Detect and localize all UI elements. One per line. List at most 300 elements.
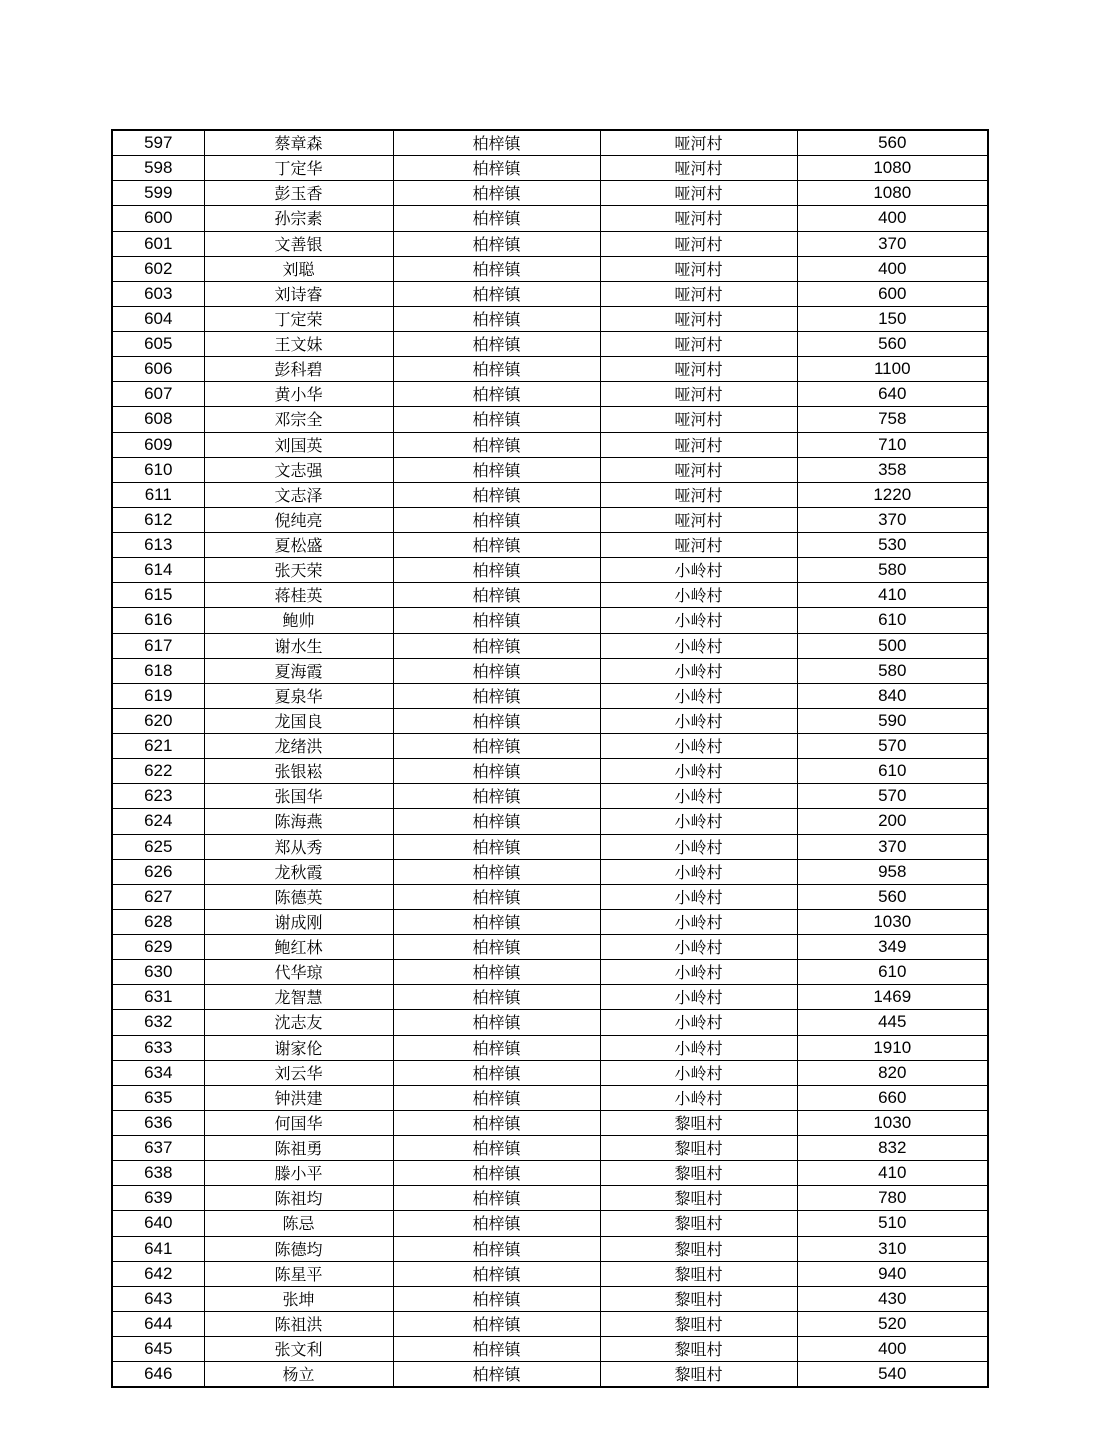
town-cell: 柏梓镇 xyxy=(393,1286,600,1311)
name-cell: 龙国良 xyxy=(204,708,393,733)
row-number-cell: 629 xyxy=(112,935,204,960)
town-cell: 柏梓镇 xyxy=(393,759,600,784)
amount-cell: 940 xyxy=(797,1261,988,1286)
name-cell: 陈祖勇 xyxy=(204,1136,393,1161)
village-cell: 黎咀村 xyxy=(600,1337,797,1362)
name-cell: 陈星平 xyxy=(204,1261,393,1286)
row-number-cell: 646 xyxy=(112,1362,204,1388)
row-number-cell: 616 xyxy=(112,608,204,633)
village-cell: 小岭村 xyxy=(600,583,797,608)
amount-cell: 410 xyxy=(797,1161,988,1186)
village-cell: 黎咀村 xyxy=(600,1286,797,1311)
village-cell: 小岭村 xyxy=(600,1035,797,1060)
amount-cell: 370 xyxy=(797,231,988,256)
name-cell: 蒋桂英 xyxy=(204,583,393,608)
village-cell: 小岭村 xyxy=(600,884,797,909)
data-table xyxy=(111,129,989,1388)
table-row xyxy=(112,583,988,608)
village-cell: 哑河村 xyxy=(600,306,797,331)
row-number-cell: 638 xyxy=(112,1161,204,1186)
row-number-cell: 601 xyxy=(112,231,204,256)
amount-cell: 820 xyxy=(797,1060,988,1085)
village-cell: 哑河村 xyxy=(600,332,797,357)
town-cell: 柏梓镇 xyxy=(393,608,600,633)
town-cell: 柏梓镇 xyxy=(393,1362,600,1388)
amount-cell: 570 xyxy=(797,734,988,759)
village-cell: 黎咀村 xyxy=(600,1311,797,1336)
name-cell: 代华琼 xyxy=(204,960,393,985)
village-cell: 黎咀村 xyxy=(600,1236,797,1261)
row-number-cell: 603 xyxy=(112,281,204,306)
row-number-cell: 621 xyxy=(112,734,204,759)
row-number-cell: 611 xyxy=(112,482,204,507)
table-row xyxy=(112,909,988,934)
table-row xyxy=(112,633,988,658)
town-cell: 柏梓镇 xyxy=(393,1236,600,1261)
table-row xyxy=(112,759,988,784)
village-cell: 哑河村 xyxy=(600,533,797,558)
town-cell: 柏梓镇 xyxy=(393,1186,600,1211)
town-cell: 柏梓镇 xyxy=(393,909,600,934)
table-row xyxy=(112,1211,988,1236)
name-cell: 谢成刚 xyxy=(204,909,393,934)
town-cell: 柏梓镇 xyxy=(393,1161,600,1186)
town-cell: 柏梓镇 xyxy=(393,382,600,407)
town-cell: 柏梓镇 xyxy=(393,985,600,1010)
town-cell: 柏梓镇 xyxy=(393,407,600,432)
town-cell: 柏梓镇 xyxy=(393,281,600,306)
name-cell: 孙宗素 xyxy=(204,206,393,231)
name-cell: 陈忌 xyxy=(204,1211,393,1236)
amount-cell: 445 xyxy=(797,1010,988,1035)
name-cell: 鲍帅 xyxy=(204,608,393,633)
row-number-cell: 643 xyxy=(112,1286,204,1311)
table-row xyxy=(112,156,988,181)
town-cell: 柏梓镇 xyxy=(393,231,600,256)
table-row xyxy=(112,784,988,809)
row-number-cell: 617 xyxy=(112,633,204,658)
village-cell: 黎咀村 xyxy=(600,1161,797,1186)
village-cell: 小岭村 xyxy=(600,1010,797,1035)
town-cell: 柏梓镇 xyxy=(393,533,600,558)
name-cell: 邓宗全 xyxy=(204,407,393,432)
row-number-cell: 604 xyxy=(112,306,204,331)
amount-cell: 410 xyxy=(797,583,988,608)
village-cell: 小岭村 xyxy=(600,809,797,834)
table-row xyxy=(112,407,988,432)
table-row xyxy=(112,306,988,331)
name-cell: 张银崧 xyxy=(204,759,393,784)
table-row xyxy=(112,1035,988,1060)
village-cell: 哑河村 xyxy=(600,457,797,482)
row-number-cell: 641 xyxy=(112,1236,204,1261)
row-number-cell: 640 xyxy=(112,1211,204,1236)
town-cell: 柏梓镇 xyxy=(393,357,600,382)
name-cell: 沈志友 xyxy=(204,1010,393,1035)
amount-cell: 349 xyxy=(797,935,988,960)
table-row xyxy=(112,206,988,231)
name-cell: 丁定华 xyxy=(204,156,393,181)
row-number-cell: 613 xyxy=(112,533,204,558)
village-cell: 小岭村 xyxy=(600,1060,797,1085)
amount-cell: 358 xyxy=(797,457,988,482)
name-cell: 钟洪建 xyxy=(204,1085,393,1110)
village-cell: 哑河村 xyxy=(600,206,797,231)
table-row xyxy=(112,130,988,156)
town-cell: 柏梓镇 xyxy=(393,1136,600,1161)
amount-cell: 310 xyxy=(797,1236,988,1261)
table-row xyxy=(112,181,988,206)
table-row xyxy=(112,558,988,583)
row-number-cell: 619 xyxy=(112,683,204,708)
name-cell: 郑从秀 xyxy=(204,834,393,859)
amount-cell: 610 xyxy=(797,960,988,985)
name-cell: 陈德均 xyxy=(204,1236,393,1261)
amount-cell: 610 xyxy=(797,759,988,784)
name-cell: 杨立 xyxy=(204,1362,393,1388)
name-cell: 陈德英 xyxy=(204,884,393,909)
amount-cell: 1100 xyxy=(797,357,988,382)
amount-cell: 400 xyxy=(797,1337,988,1362)
village-cell: 小岭村 xyxy=(600,859,797,884)
village-cell: 哑河村 xyxy=(600,130,797,156)
name-cell: 文志强 xyxy=(204,457,393,482)
name-cell: 张文利 xyxy=(204,1337,393,1362)
amount-cell: 1220 xyxy=(797,482,988,507)
amount-cell: 580 xyxy=(797,658,988,683)
village-cell: 哑河村 xyxy=(600,482,797,507)
row-number-cell: 637 xyxy=(112,1136,204,1161)
amount-cell: 780 xyxy=(797,1186,988,1211)
row-number-cell: 602 xyxy=(112,256,204,281)
row-number-cell: 623 xyxy=(112,784,204,809)
amount-cell: 560 xyxy=(797,130,988,156)
amount-cell: 840 xyxy=(797,683,988,708)
name-cell: 文志泽 xyxy=(204,482,393,507)
village-cell: 哑河村 xyxy=(600,357,797,382)
row-number-cell: 645 xyxy=(112,1337,204,1362)
table-row xyxy=(112,1010,988,1035)
amount-cell: 500 xyxy=(797,633,988,658)
village-cell: 黎咀村 xyxy=(600,1261,797,1286)
village-cell: 小岭村 xyxy=(600,658,797,683)
name-cell: 倪纯亮 xyxy=(204,507,393,532)
town-cell: 柏梓镇 xyxy=(393,306,600,331)
name-cell: 文善银 xyxy=(204,231,393,256)
amount-cell: 758 xyxy=(797,407,988,432)
row-number-cell: 624 xyxy=(112,809,204,834)
row-number-cell: 625 xyxy=(112,834,204,859)
name-cell: 王文妹 xyxy=(204,332,393,357)
table-row xyxy=(112,1110,988,1135)
amount-cell: 370 xyxy=(797,507,988,532)
row-number-cell: 618 xyxy=(112,658,204,683)
row-number-cell: 610 xyxy=(112,457,204,482)
amount-cell: 200 xyxy=(797,809,988,834)
amount-cell: 660 xyxy=(797,1085,988,1110)
town-cell: 柏梓镇 xyxy=(393,457,600,482)
row-number-cell: 600 xyxy=(112,206,204,231)
village-cell: 哑河村 xyxy=(600,231,797,256)
amount-cell: 1910 xyxy=(797,1035,988,1060)
town-cell: 柏梓镇 xyxy=(393,1085,600,1110)
table-row xyxy=(112,482,988,507)
row-number-cell: 630 xyxy=(112,960,204,985)
name-cell: 黄小华 xyxy=(204,382,393,407)
row-number-cell: 635 xyxy=(112,1085,204,1110)
village-cell: 小岭村 xyxy=(600,608,797,633)
name-cell: 陈祖洪 xyxy=(204,1311,393,1336)
row-number-cell: 628 xyxy=(112,909,204,934)
row-number-cell: 626 xyxy=(112,859,204,884)
row-number-cell: 609 xyxy=(112,432,204,457)
table-row xyxy=(112,533,988,558)
village-cell: 哑河村 xyxy=(600,382,797,407)
town-cell: 柏梓镇 xyxy=(393,181,600,206)
village-cell: 小岭村 xyxy=(600,683,797,708)
table-row xyxy=(112,834,988,859)
row-number-cell: 597 xyxy=(112,130,204,156)
table-row xyxy=(112,1337,988,1362)
town-cell: 柏梓镇 xyxy=(393,583,600,608)
name-cell: 龙智慧 xyxy=(204,985,393,1010)
village-cell: 黎咀村 xyxy=(600,1211,797,1236)
table-row xyxy=(112,960,988,985)
town-cell: 柏梓镇 xyxy=(393,206,600,231)
row-number-cell: 644 xyxy=(112,1311,204,1336)
name-cell: 谢水生 xyxy=(204,633,393,658)
table-row xyxy=(112,332,988,357)
name-cell: 何国华 xyxy=(204,1110,393,1135)
village-cell: 哑河村 xyxy=(600,181,797,206)
town-cell: 柏梓镇 xyxy=(393,1337,600,1362)
amount-cell: 400 xyxy=(797,256,988,281)
amount-cell: 150 xyxy=(797,306,988,331)
amount-cell: 370 xyxy=(797,834,988,859)
town-cell: 柏梓镇 xyxy=(393,859,600,884)
table-row xyxy=(112,1286,988,1311)
amount-cell: 1030 xyxy=(797,909,988,934)
name-cell: 蔡章森 xyxy=(204,130,393,156)
amount-cell: 600 xyxy=(797,281,988,306)
row-number-cell: 627 xyxy=(112,884,204,909)
village-cell: 小岭村 xyxy=(600,834,797,859)
village-cell: 黎咀村 xyxy=(600,1136,797,1161)
town-cell: 柏梓镇 xyxy=(393,558,600,583)
village-cell: 小岭村 xyxy=(600,708,797,733)
table-row xyxy=(112,1362,988,1388)
town-cell: 柏梓镇 xyxy=(393,1261,600,1286)
amount-cell: 710 xyxy=(797,432,988,457)
amount-cell: 530 xyxy=(797,533,988,558)
name-cell: 夏泉华 xyxy=(204,683,393,708)
row-number-cell: 632 xyxy=(112,1010,204,1035)
table-row xyxy=(112,382,988,407)
village-cell: 小岭村 xyxy=(600,633,797,658)
town-cell: 柏梓镇 xyxy=(393,784,600,809)
row-number-cell: 631 xyxy=(112,985,204,1010)
row-number-cell: 633 xyxy=(112,1035,204,1060)
row-number-cell: 636 xyxy=(112,1110,204,1135)
village-cell: 小岭村 xyxy=(600,558,797,583)
row-number-cell: 607 xyxy=(112,382,204,407)
row-number-cell: 614 xyxy=(112,558,204,583)
town-cell: 柏梓镇 xyxy=(393,734,600,759)
town-cell: 柏梓镇 xyxy=(393,809,600,834)
row-number-cell: 606 xyxy=(112,357,204,382)
town-cell: 柏梓镇 xyxy=(393,960,600,985)
table-row xyxy=(112,1136,988,1161)
row-number-cell: 605 xyxy=(112,332,204,357)
name-cell: 夏海霞 xyxy=(204,658,393,683)
amount-cell: 832 xyxy=(797,1136,988,1161)
town-cell: 柏梓镇 xyxy=(393,156,600,181)
row-number-cell: 639 xyxy=(112,1186,204,1211)
amount-cell: 570 xyxy=(797,784,988,809)
village-cell: 哑河村 xyxy=(600,256,797,281)
town-cell: 柏梓镇 xyxy=(393,935,600,960)
village-cell: 小岭村 xyxy=(600,985,797,1010)
table-row xyxy=(112,256,988,281)
amount-cell: 580 xyxy=(797,558,988,583)
village-cell: 黎咀村 xyxy=(600,1110,797,1135)
table-row xyxy=(112,935,988,960)
name-cell: 刘云华 xyxy=(204,1060,393,1085)
table-row xyxy=(112,683,988,708)
village-cell: 哑河村 xyxy=(600,156,797,181)
name-cell: 彭玉香 xyxy=(204,181,393,206)
name-cell: 刘诗睿 xyxy=(204,281,393,306)
table-row xyxy=(112,859,988,884)
amount-cell: 590 xyxy=(797,708,988,733)
name-cell: 陈祖均 xyxy=(204,1186,393,1211)
amount-cell: 1080 xyxy=(797,156,988,181)
row-number-cell: 612 xyxy=(112,507,204,532)
town-cell: 柏梓镇 xyxy=(393,1035,600,1060)
town-cell: 柏梓镇 xyxy=(393,1060,600,1085)
town-cell: 柏梓镇 xyxy=(393,332,600,357)
table-row xyxy=(112,281,988,306)
village-cell: 小岭村 xyxy=(600,759,797,784)
name-cell: 滕小平 xyxy=(204,1161,393,1186)
name-cell: 谢家伦 xyxy=(204,1035,393,1060)
table-row xyxy=(112,734,988,759)
table-row xyxy=(112,1085,988,1110)
name-cell: 张天荣 xyxy=(204,558,393,583)
town-cell: 柏梓镇 xyxy=(393,1311,600,1336)
table-row xyxy=(112,1311,988,1336)
village-cell: 哑河村 xyxy=(600,507,797,532)
row-number-cell: 620 xyxy=(112,708,204,733)
town-cell: 柏梓镇 xyxy=(393,1110,600,1135)
village-cell: 小岭村 xyxy=(600,935,797,960)
table-row xyxy=(112,809,988,834)
table-row xyxy=(112,985,988,1010)
table-row xyxy=(112,231,988,256)
village-cell: 黎咀村 xyxy=(600,1362,797,1388)
amount-cell: 510 xyxy=(797,1211,988,1236)
amount-cell: 610 xyxy=(797,608,988,633)
row-number-cell: 599 xyxy=(112,181,204,206)
amount-cell: 1030 xyxy=(797,1110,988,1135)
table-row xyxy=(112,884,988,909)
town-cell: 柏梓镇 xyxy=(393,1010,600,1035)
table-row xyxy=(112,708,988,733)
town-cell: 柏梓镇 xyxy=(393,884,600,909)
table-row xyxy=(112,658,988,683)
town-cell: 柏梓镇 xyxy=(393,432,600,457)
amount-cell: 1080 xyxy=(797,181,988,206)
amount-cell: 640 xyxy=(797,382,988,407)
name-cell: 夏松盛 xyxy=(204,533,393,558)
village-cell: 哑河村 xyxy=(600,432,797,457)
name-cell: 陈海燕 xyxy=(204,809,393,834)
table-row xyxy=(112,357,988,382)
town-cell: 柏梓镇 xyxy=(393,507,600,532)
table-row xyxy=(112,1186,988,1211)
village-cell: 小岭村 xyxy=(600,1085,797,1110)
village-cell: 小岭村 xyxy=(600,784,797,809)
table-row xyxy=(112,1236,988,1261)
table-row xyxy=(112,1161,988,1186)
amount-cell: 400 xyxy=(797,206,988,231)
row-number-cell: 634 xyxy=(112,1060,204,1085)
town-cell: 柏梓镇 xyxy=(393,633,600,658)
amount-cell: 1469 xyxy=(797,985,988,1010)
row-number-cell: 642 xyxy=(112,1261,204,1286)
table-row xyxy=(112,457,988,482)
name-cell: 张坤 xyxy=(204,1286,393,1311)
town-cell: 柏梓镇 xyxy=(393,130,600,156)
village-cell: 小岭村 xyxy=(600,734,797,759)
village-cell: 哑河村 xyxy=(600,407,797,432)
village-cell: 小岭村 xyxy=(600,960,797,985)
town-cell: 柏梓镇 xyxy=(393,256,600,281)
table-row xyxy=(112,507,988,532)
name-cell: 龙秋霞 xyxy=(204,859,393,884)
village-cell: 黎咀村 xyxy=(600,1186,797,1211)
town-cell: 柏梓镇 xyxy=(393,1211,600,1236)
table-row xyxy=(112,608,988,633)
town-cell: 柏梓镇 xyxy=(393,658,600,683)
town-cell: 柏梓镇 xyxy=(393,683,600,708)
row-number-cell: 598 xyxy=(112,156,204,181)
town-cell: 柏梓镇 xyxy=(393,482,600,507)
amount-cell: 560 xyxy=(797,884,988,909)
town-cell: 柏梓镇 xyxy=(393,708,600,733)
village-cell: 哑河村 xyxy=(600,281,797,306)
name-cell: 丁定荣 xyxy=(204,306,393,331)
village-cell: 小岭村 xyxy=(600,909,797,934)
name-cell: 张国华 xyxy=(204,784,393,809)
name-cell: 鲍红林 xyxy=(204,935,393,960)
name-cell: 彭科碧 xyxy=(204,357,393,382)
row-number-cell: 608 xyxy=(112,407,204,432)
table-row xyxy=(112,1261,988,1286)
name-cell: 刘聪 xyxy=(204,256,393,281)
table-row xyxy=(112,432,988,457)
name-cell: 龙绪洪 xyxy=(204,734,393,759)
row-number-cell: 622 xyxy=(112,759,204,784)
row-number-cell: 615 xyxy=(112,583,204,608)
amount-cell: 958 xyxy=(797,859,988,884)
amount-cell: 560 xyxy=(797,332,988,357)
name-cell: 刘国英 xyxy=(204,432,393,457)
amount-cell: 520 xyxy=(797,1311,988,1336)
town-cell: 柏梓镇 xyxy=(393,834,600,859)
table-body xyxy=(112,130,988,1387)
table-row xyxy=(112,1060,988,1085)
